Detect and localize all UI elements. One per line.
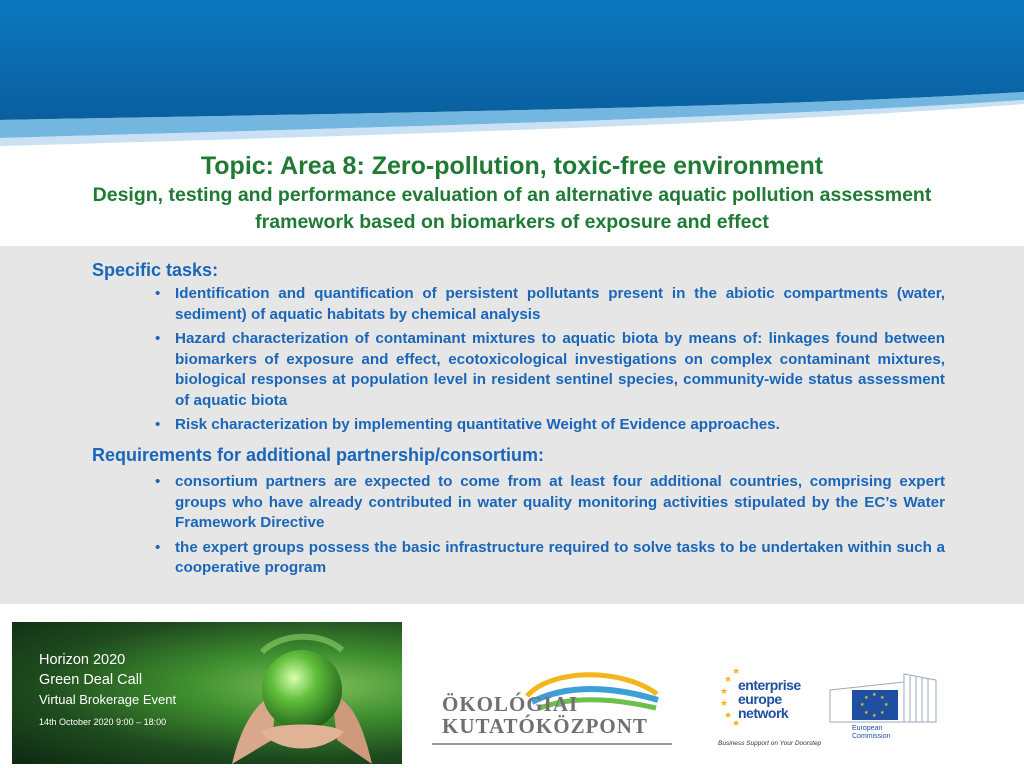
bullet-icon: • (155, 330, 161, 347)
list-item: • consortium partners are expected to come from at least four additional countries, comprising expert groups who have already contributed in water quality monitoring activities stipulated by the EC’s Water Framework Directive (155, 473, 945, 531)
page-title: Topic: Area 8: Zero-pollution, toxic-free environment (200, 152, 824, 180)
svg-text:★: ★ (732, 719, 741, 729)
bullet-icon: • (155, 285, 161, 302)
okologia-line-2: KUTATÓKÖZPONT (442, 714, 648, 738)
svg-text:★: ★ (864, 710, 869, 716)
een-wordmark: enterprise europe network (738, 677, 801, 721)
svg-text:★: ★ (884, 702, 889, 708)
requirements-heading: Requirements for additional partnership/consortium: (92, 445, 545, 465)
footer-logos (0, 620, 1024, 768)
okologiai-kutatokozpont-logo (432, 668, 672, 748)
event-date: 14th October 2020 9:00 – 18:00 (39, 717, 167, 727)
svg-text:★: ★ (724, 675, 733, 685)
een-tagline: Business Support on Your Doorstep (718, 740, 822, 747)
svg-text:★: ★ (880, 695, 885, 701)
svg-text:★: ★ (732, 667, 741, 677)
svg-text:★: ★ (724, 711, 733, 721)
event-line-1: Horizon 2020 (39, 652, 126, 668)
ec-wordmark: European Commission (852, 725, 891, 740)
bullet-icon: • (155, 538, 161, 556)
european-commission-logo (826, 670, 942, 750)
enterprise-europe-network-logo (718, 664, 822, 754)
okologia-line-1: ÖKOLÓGIAI (442, 692, 579, 716)
list-item: • Identification and quantification of persistent pollutants present in the abiotic compartments (water, sediment) of aquatic habitats by chemical analysis (155, 285, 945, 323)
svg-text:★: ★ (872, 692, 877, 698)
svg-text:★: ★ (860, 702, 865, 708)
bullet-icon: • (155, 416, 161, 433)
list-item: • Hazard characterization of contaminant mixtures to aquatic biota by means of: linkages found between biomarkers of exposure and effect, ecotoxicological investigations on complex contaminant mixtures, biological responses at population level in resident sentinel species, community-wide status assessment of aquatic biota (155, 330, 945, 409)
svg-text:★: ★ (880, 710, 885, 716)
content-panel (0, 246, 1024, 604)
svg-text:★: ★ (864, 695, 869, 701)
specific-tasks-list (155, 284, 945, 440)
globe-in-hands-icon (202, 622, 402, 764)
ec-building-icon (826, 670, 942, 730)
list-item: • the expert groups possess the basic infrastructure required to solve tasks to be undertaken within such a cooperative program (155, 538, 945, 576)
svg-text:★: ★ (872, 713, 877, 719)
svg-text:★: ★ (720, 687, 729, 697)
svg-text:★: ★ (720, 699, 729, 709)
list-item: • Risk characterization by implementing quantitative Weight of Evidence approaches. (155, 415, 945, 436)
header-banner (0, 0, 1024, 150)
event-line-3: Virtual Brokerage Event (39, 692, 177, 707)
event-line-2: Green Deal Call (39, 672, 143, 688)
page-subtitle: Design, testing and performance evaluation of an alternative aquatic pollution assessment framework based on biomarkers of exposure and effect (92, 184, 932, 233)
bullet-icon: • (155, 473, 161, 490)
specific-tasks-heading: Specific tasks: (92, 260, 219, 280)
requirements-list (155, 472, 945, 583)
horizon-event-banner (12, 622, 402, 764)
title-block (0, 148, 1024, 236)
